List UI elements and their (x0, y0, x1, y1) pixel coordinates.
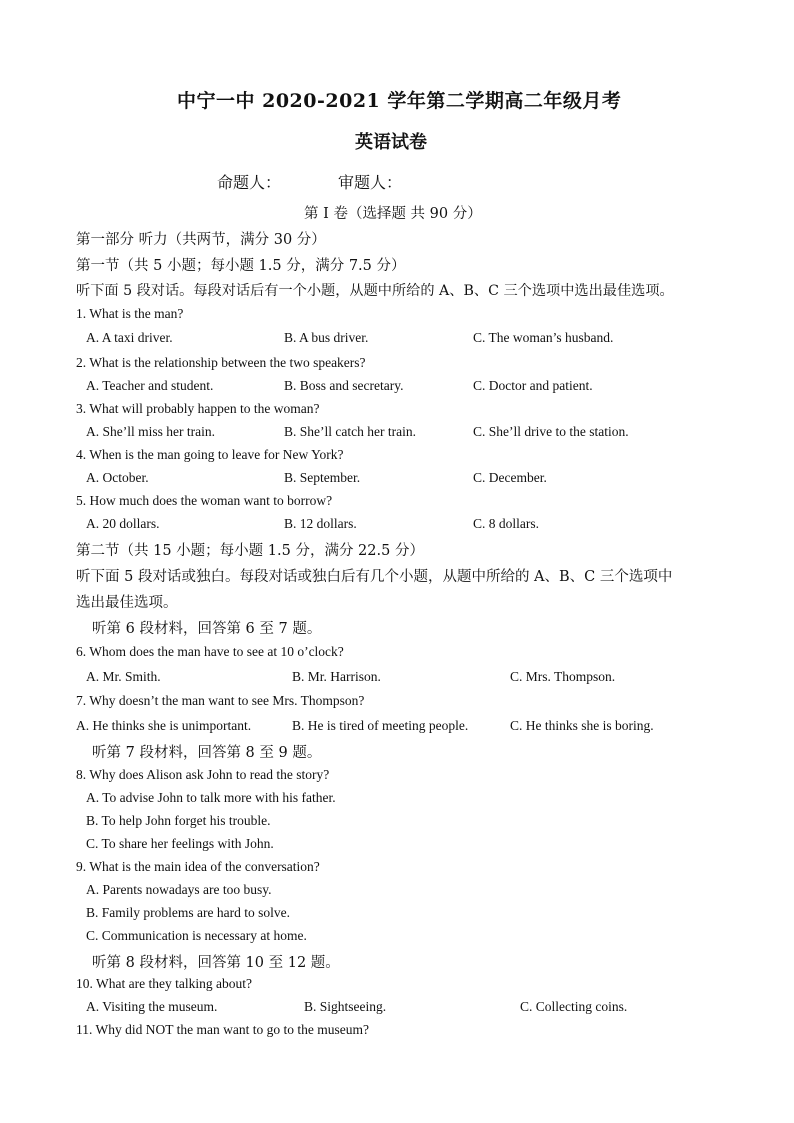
question-6: 6. Whom does the man have to see at 10 o’clock? (76, 644, 344, 659)
q5-option-a: A. 20 dollars. (86, 516, 160, 531)
q10-option-a: A. Visiting the museum. (86, 999, 218, 1014)
question-8: 8. Why does Alison ask John to read the story? (76, 767, 330, 782)
material-7-note: 听第 7 段材料，回答第 8 至 9 题。 (92, 745, 322, 761)
question-9: 9. What is the main idea of the conversation? (76, 859, 320, 874)
material-8-note: 听第 8 段材料，回答第 10 至 12 题。 (92, 955, 340, 971)
q10-option-c: C. Collecting coins. (520, 999, 628, 1014)
author-label: 命题人： (217, 173, 282, 192)
question-1: 1. What is the man? (76, 306, 184, 321)
section1-instruction: 听下面 5 段对话。每段对话后有一个小题，从题中所给的 A、B、C 三个选项中选出最佳选项。 (76, 283, 674, 299)
question-7: 7. Why doesn’t the man want to see Mrs. Thompson? (76, 693, 365, 708)
q1-option-c: C. The woman’s husband. (473, 330, 614, 345)
question-11: 11. Why did NOT the man want to go to the museum? (76, 1022, 369, 1037)
q6-option-a: A. Mr. Smith. (86, 669, 161, 684)
q8-option-b: B. To help John forget his trouble. (86, 813, 271, 828)
section2-instruction-line1: 听下面 5 段对话或独白。每段对话或独白后有几个小题，从题中所给的 A、B、C 三个选项中 (76, 569, 673, 585)
q2-option-c: C. Doctor and patient. (473, 378, 593, 393)
q1-option-a: A. A taxi driver. (86, 330, 173, 345)
volume-heading: 第 I 卷（选择题 共 90 分） (304, 206, 482, 222)
question-3: 3. What will probably happen to the woman? (76, 401, 320, 416)
q6-option-c: C. Mrs. Thompson. (510, 669, 616, 684)
q1-option-b: B. A bus driver. (284, 330, 369, 345)
exam-title: 中宁一中 2020-2021 学年第二学期高二年级月考 (177, 90, 622, 112)
q5-option-b: B. 12 dollars. (284, 516, 357, 531)
q9-option-a: A. Parents nowadays are too busy. (86, 882, 272, 897)
part1-heading: 第一部分 听力（共两节，满分 30 分） (76, 232, 326, 248)
q3-option-b: B. She’ll catch her train. (284, 424, 416, 439)
section2-instruction-line2: 选出最佳选项。 (76, 595, 178, 611)
q2-option-b: B. Boss and secretary. (284, 378, 404, 393)
q4-option-c: C. December. (473, 470, 547, 485)
q3-option-a: A. She’ll miss her train. (86, 424, 215, 439)
q5-option-c: C. 8 dollars. (473, 516, 539, 531)
q4-option-b: B. September. (284, 470, 361, 485)
q10-option-b: B. Sightseeing. (304, 999, 387, 1014)
q4-option-a: A. October. (86, 470, 149, 485)
question-5: 5. How much does the woman want to borrow? (76, 493, 333, 508)
q6-option-b: B. Mr. Harrison. (292, 669, 381, 684)
q3-option-c: C. She’ll drive to the station. (473, 424, 629, 439)
question-2: 2. What is the relationship between the two speakers? (76, 355, 366, 370)
q8-option-a: A. To advise John to talk more with his father. (86, 790, 336, 805)
q9-option-c: C. Communication is necessary at home. (86, 928, 307, 943)
q9-option-b: B. Family problems are hard to solve. (86, 905, 290, 920)
q7-option-b: B. He is tired of meeting people. (292, 718, 469, 733)
q8-option-c: C. To share her feelings with John. (86, 836, 274, 851)
question-10: 10. What are they talking about? (76, 976, 252, 991)
exam-subtitle: 英语试卷 (355, 132, 427, 153)
material-6-note: 听第 6 段材料，回答第 6 至 7 题。 (92, 621, 322, 637)
section2-heading: 第二节（共 15 小题；每小题 1.5 分，满分 22.5 分） (76, 543, 424, 559)
reviewer-label: 审题人： (338, 173, 403, 192)
question-4: 4. When is the man going to leave for New York? (76, 447, 344, 462)
q7-option-c: C. He thinks she is boring. (510, 718, 654, 733)
q7-option-a: A. He thinks she is unimportant. (76, 718, 252, 733)
q2-option-a: A. Teacher and student. (86, 378, 214, 393)
section1-heading: 第一节（共 5 小题；每小题 1.5 分，满分 7.5 分） (76, 258, 406, 274)
